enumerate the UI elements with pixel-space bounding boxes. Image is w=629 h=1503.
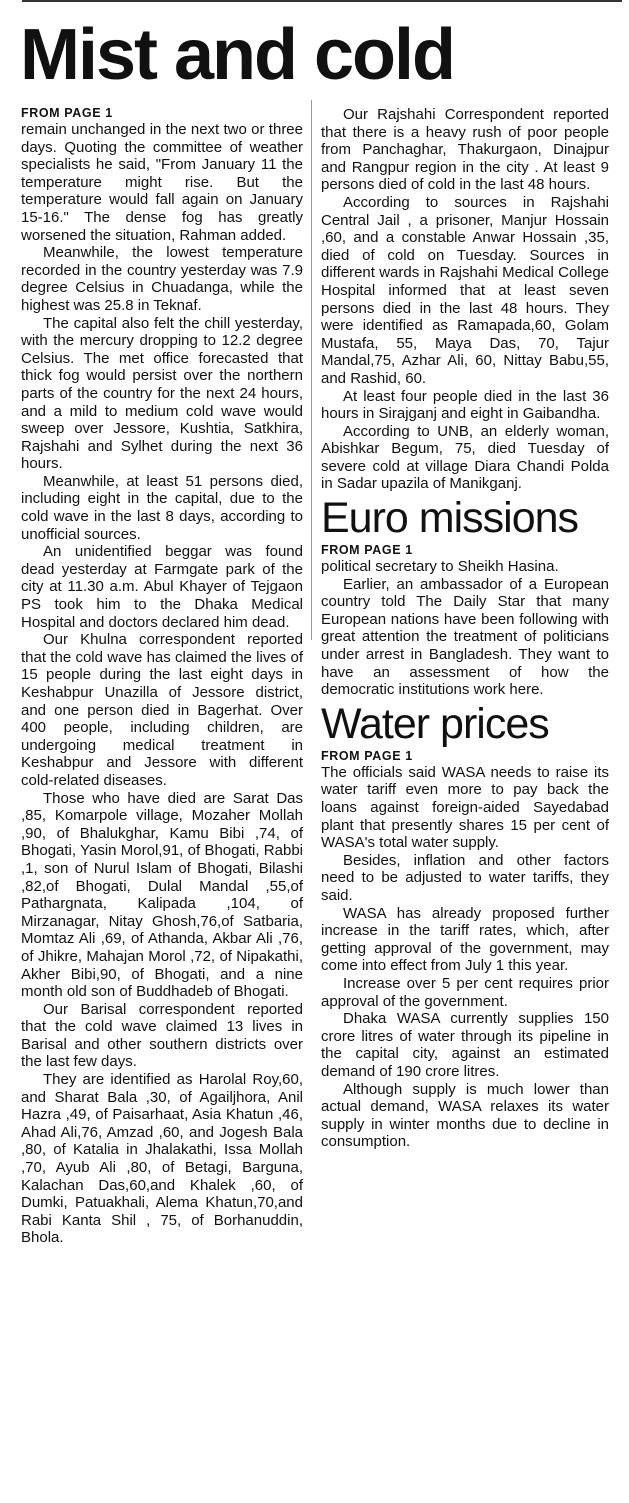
article-paragraph: At least four people died in the last 36 hours in Sirajganj and eight in Gaibandha. [321,387,609,423]
article-paragraph: Meanwhile, at least 51 persons died, including eight in the capital, due to the cold wave in the last 8 days, according to unofficial sources. [21,472,303,543]
headline-euro-missions: Euro missions [321,494,579,543]
article-paragraph: Our Barisal correspondent reported that the cold wave claimed 13 lives in Barisal and other southern districts over the last few days. [21,1000,303,1071]
article-paragraph: The capital also felt the chill yesterday, with the mercury dropping to 12.2 degree Celsius. The met office forecasted that thick fog would persist over the northern parts of the country for the next 24 hours, and a mild to medium cold wave would sweep over Jessore, Kushtia, Satkhira, Rajshahi and Sylhet during the next 36 hours. [21,314,303,473]
column-divider [311,100,312,640]
article-paragraph: Our Khulna correspondent reported that the cold wave has claimed the lives of 15 people during the last eight days in Keshabpur Unazilla of Jessore district, and one person died in Bagerhat. Over 400 people, including children, are undergoing medical treatment in Keshabpur and Jessore with different cold-related diseases. [21,631,303,789]
left-column [21,106,303,1247]
from-page-label: FROM PAGE 1 [21,106,113,120]
headline-mist-and-cold: Mist and cold [20,15,455,95]
article-paragraph: Meanwhile, the lowest temperature recorded in the country yesterday was 7.9 degree Celsius in Chuadanga, while the highest was 25.8 in Teknaf. [21,244,303,314]
article-paragraph: According to UNB, an elderly woman, Abishkar Begum, 75, died Tuesday of severe cold at village Diara Chandi Polda in Sadar upazila of Manikganj. [321,422,609,493]
article-paragraph: Earlier, an ambassador of a European country told The Daily Star that many European nations have been following with great attention the treatment of politicians under arrest in Bangladesh. They want to have an assessment of how the democratic institutions work here. [321,575,609,699]
article-paragraph: Increase over 5 per cent requires prior approval of the government. [321,974,609,1010]
article-paragraph: Our Rajshahi Correspondent reported that there is a heavy rush of poor people from Panchaghar, Thakurgaon, Dinajpur and Rangpur region in the city . At least 9 persons died of cold in the last 48 hours. [321,106,609,194]
from-page-label: FROM PAGE 1 [321,748,413,763]
article-paragraph: Dhaka WASA currently supplies 150 crore litres of water through its pipeline in the capital city, against an estimated demand of 190 crore litres. [321,1010,609,1080]
article-paragraph: They are identified as Harolal Roy,60, and Sharat Bala ,30, of Agailjhora, Anil Hazra ,49, of Paisarhaat, Asia Khatun ,46, Ahad Ali,76, Amzad ,60, and Jogesh Bala ,80, of Katalia in Jhalakathi, Issa Mollah ,70, Ayub Ali ,80, of Betagi, Barguna, Kalachan Das,60,and Khalek ,60, of Dumki, Patuakhali, Alema Khatun,70,and Rabi Kanta Shil , 75, of Borhanuddin, Bhola. [21,1071,303,1247]
article-paragraph: The officials said WASA needs to raise its water tariff even more to pay back the loans against foreign-aided Sayedabad plant that presently shares 15 per cent of WASA's total water supply. [321,763,609,852]
article-paragraph: According to sources in Rajshahi Central Jail , a prisoner, Manjur Hossain ,60, and a constable Anwar Hossain ,35, died of cold on Tuesday. Sources in different wards in Rajshahi Medical College Hospital informed that at least seven persons died in the last 48 hours. They were identified as Ramapada,60, Golam Mustafa, 55, Maya Das, 70, Tajur Mandal,75, Azhar Ali, 60, Nittay Babu,55, and Rashid, 60. [321,193,609,387]
article-paragraph: Those who have died are Sarat Das ,85, Komarpole village, Mozaher Mollah ,90, of Bhalukghar, Kamu Bibi ,74, of Bhogati, Yasin Morol,91, of Bhogati, Rabbi ,1, son of Nurul Islam of Bhogati, Bilashi ,82,of Bhogati, Dulal Mandal ,55,of Pathargnata, Kalipada ,104, of Mirzanagar, Nitay Ghosh,76,of Satbaria, Momtaz Ali ,69, of Athanda, Akbar Ali ,76, of Jhikre, Mahajan Morol ,72, of Nipakathi, Akher Bibi,90, of Bhogati, and a nine month old son of Buddhadeb of Bhogati. [21,789,303,1001]
article-paragraph: An unidentified beggar was found dead yesterday at Farmgate park of the city at 11.30 a.m. Abul Khayer of Tejgaon PS took him to the Dhaka Medical Hospital and doctors declared him dead. [21,543,303,631]
article-paragraph: remain unchanged in the next two or three days. Quoting the committee of weather specialists he said, "From January 11 the temperature might rise. But the temperature would fall again on January 15-16." The dense fog has greatly worsened the situation, Rahman added. [21,121,303,244]
article-paragraph: political secretary to Sheikh Hasina. [321,558,559,576]
article-paragraph: WASA has already proposed further increase in the tariff rates, which, after getting approval of the government, may come into effect from July 1 this year. [321,904,609,975]
article-paragraph: Besides, inflation and other factors need to be adjusted to water tariffs, they said. [321,851,609,904]
right-column [321,106,609,1151]
top-rule [22,0,622,2]
headline-water-prices: Water prices [321,699,549,748]
from-page-label: FROM PAGE 1 [321,543,413,558]
article-paragraph: Although supply is much lower than actual demand, WASA relaxes its water supply in winter months due to decline in consumption. [321,1080,609,1151]
